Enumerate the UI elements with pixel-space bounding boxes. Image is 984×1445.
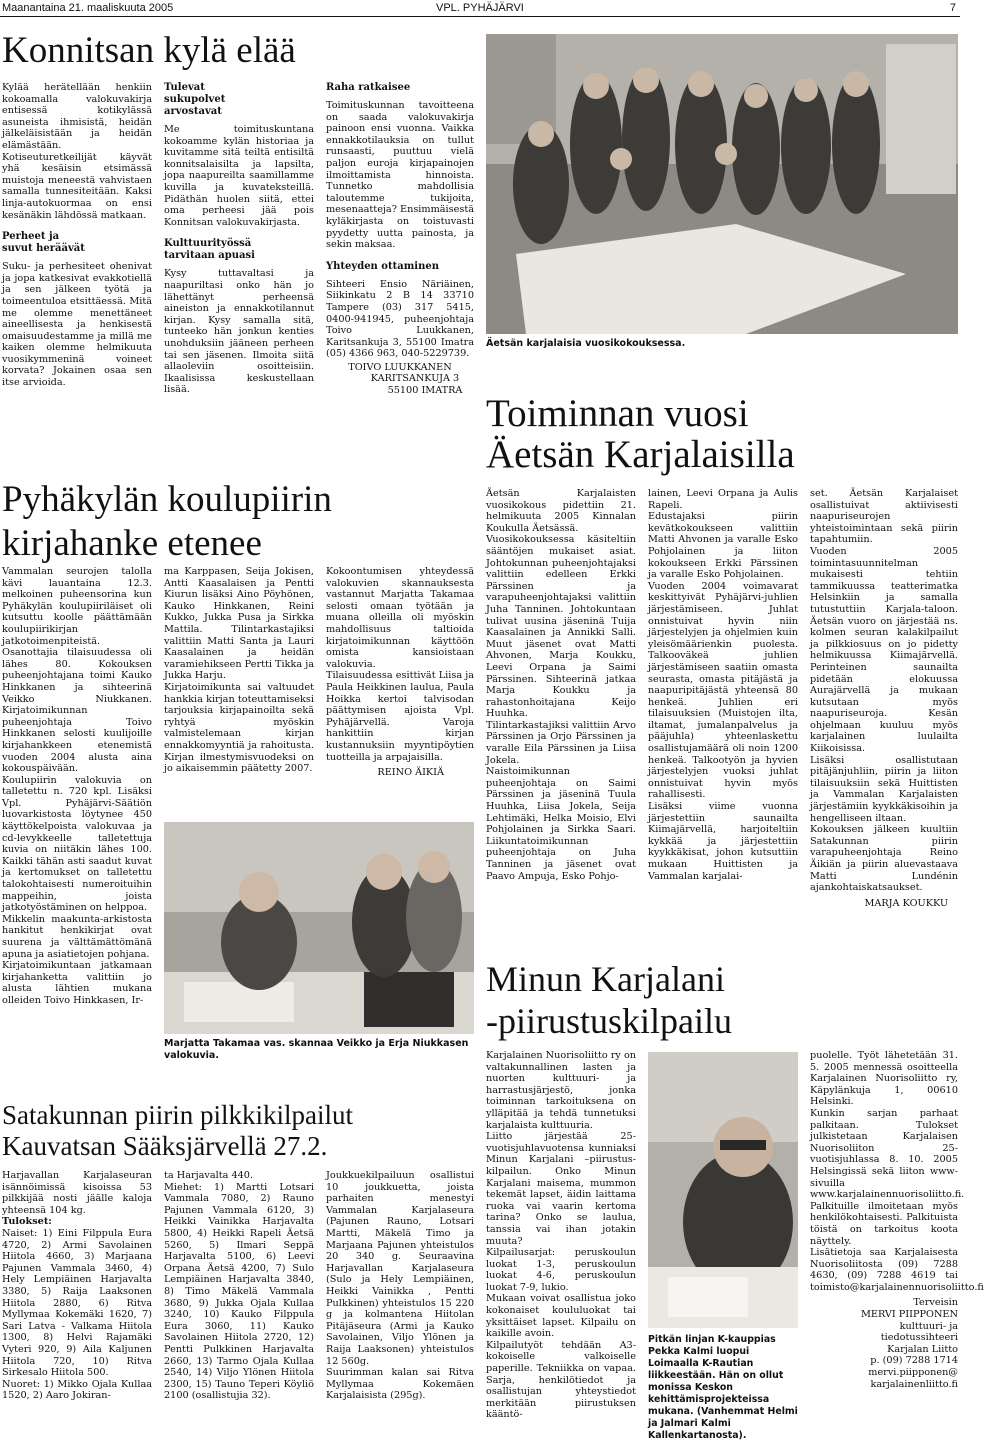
konnitsa-col2 (164, 82, 314, 442)
minun-headline-line2: -piirustuskilpailu (486, 1001, 732, 1041)
pyhakyla-headline-line1: Pyhäkylän koulupiirin (2, 479, 332, 520)
konnitsa-subhead-perheet: Perheet ja suvut heräävät (2, 231, 85, 255)
satakunta-col1 (2, 1170, 152, 1442)
satakunta-headline-line1: Satakunnan piirin pilkkikilpailut (2, 1100, 353, 1130)
pyhakyla-col2 (164, 566, 314, 816)
satakunta-results-label: Tulokset: (2, 1216, 52, 1228)
satakunta-col2 (164, 1170, 314, 1442)
group-photo-image (486, 34, 958, 334)
konnitsa-paragraph: Kysy tuttavaltasi ja naapuriltasi onko hän jo lähettänyt perheensä aineiston ja ennakkotilannut kirjan. Kysy samalla sitä, tunteeko hän jonkun kenties unohduksiin jääneen perheen tai sen jäsenen. Ilmoita siitä allaoleviin osoitteisiin. Ikaalisissa keskustellaan lisää. (164, 268, 314, 396)
portrait-photo (648, 1052, 798, 1328)
page-header (0, 0, 960, 17)
konnitsa-signature (326, 362, 474, 397)
group-photo-caption: Äetsän karjalaisia vuosikokouksessa. (486, 338, 686, 349)
konnitsa-intro: Kylää herätellään henkiin kokoamalla valokuvakirja entisessä kotikylässä asuneista ihmisistä, heidän jälkeläisistään ja heidän elämästään. Kotiseuturetkeilijät käyvät yhä kesäisin etsimässä muistoja meneestä vahvistaen samalla tunnesiteitään. Kaksi linja-autokuormaa on ensi kesänäkin lähdössä matkaan. (2, 82, 152, 221)
pyhakyla-signature: REINO ÄIKIÄ (377, 767, 444, 779)
konnitsa-subhead-raha: Raha ratkaisee (326, 82, 411, 93)
satakunta-text: Harjavallan Karjalaseuran isännöimissä kisoissa 53 pilkkijää nosti jäälle kaloja yhteensä 104 kg. (2, 1170, 152, 1216)
aetsa-signature: MARJA KOUKKU (864, 897, 948, 909)
minun-col2 (810, 1050, 984, 1442)
aetsa-headline (486, 393, 795, 475)
signature-address: KARITSANKUJA 3 (370, 373, 460, 385)
portrait-photo-caption: Pitkän linjan K-kauppias Pekka Kalmi luopui Loimaalla K-Rautian liikkeestään. Hän on ollut monissa Keskon kehittämisprojekteissa mukana. (Vanhemmat Helmi ja Jalmari Kalmi Kallenkartanosta). (648, 1334, 798, 1441)
scanning-photo-image (164, 822, 474, 1034)
aetsa-headline-line2: Äetsän Karjalaisilla (486, 433, 795, 476)
konnitsa-col3 (326, 82, 474, 442)
konnitsa-col1 (2, 82, 152, 442)
minun-text: puolelle. Työt lähetetään 31. 5. 2005 mennessä osoitteella Karjalainen Nuorisoliitto ry, Käpylänkuja 1, 00610 Helsinki. Kunkin sarjan parhaat palkitaan. Tulokset julkistetaan Karjalaisen Nuorisoliiton 25-vuotisjuhlassa 8. 10. 2005 Helsingissä sekä liiton www-sivuilla www.karjalainennuorisoliitto.fi. Palkituille ilmoitetaan myös henkilökohtaisesti. Palkituista töistä on tarkoitus koota näyttely. Lisätietoja saa Karjalaisesta Nuorisoliitosta (09) 7288 4630, (09) 7288 4619 tai toimisto@karjalainennuorisoliitto.fi (810, 1050, 984, 1293)
scanning-photo-caption: Marjatta Takamaa vas. skannaa Veikko ja Erja Niukkasen valokuvia. (164, 1038, 469, 1061)
pyhakyla-headline (2, 478, 332, 566)
aetsa-col3 (810, 488, 958, 934)
satakunta-col3 (326, 1170, 474, 1442)
minun-headline (486, 958, 732, 1042)
minun-signature: Terveisin MERVI PIIPPONEN kulttuuri- ja tiedotussihteeri Karjalan Liitto p. (09) 7288 1714 mervi.piipponen@ karjalainenliitto.fi (860, 1297, 958, 1390)
aetsa-text: Äetsän Karjalaisten vuosikokous pidettiin 21. helmikuuta 2005 Kinnalan Koukulla Äetsässä. Vuosikokouksessa käsiteltiin sääntöjen mukaiset asiat. Johtokunnan puheenjohtajaksi valittiin edelleen Erkki Pärssinen ja varapuheenjohtajaksi valittiin Juha Tanninen. Johtokuntaan tulivat uusina jäseninä Tuija Kaasalainen ja Annikki Salli. Muut jäsenet ovat Matti Ahvonen, Marja Koukku, Leevi Orpana ja Saimi Pärssinen. Sihteerinä jatkaa Marja Koukku ja rahastonhoitajana Keijo Huuhka. Tilintarkastajiksi valittiin Arvo Pärssinen ja Orjo Pärssinen ja varalle Eila Pärssinen ja Liisa Jokela. Naistoimikunnan puheenjohtaja on Saimi Pärssinen ja jäseninä Tuula Huuhka, Liisa Jokela, Seija Lehtimäki, Helka Moisio, Elvi Pohjolainen ja Sirkka Saari. Liikuntatoimikunnan puheenjohtaja on Juha Tanninen ja jäsenet ovat Paavo Ampuja, Esko Pohjo- (486, 488, 636, 882)
konnitsa-headline: Konnitsan kylä elää (2, 30, 296, 71)
signature-name: TOIVO LUUKKANEN (348, 361, 452, 373)
minun-text: Karjalainen Nuorisoliitto ry on valtakunnallinen lasten ja nuorten kulttuuri- ja harrastusjärjestö, jonka toiminnan tarkoituksena on ylläpitää ja tehdä tunnetuksi karjalaista kulttuuria. Liitto järjestää 25-vuotisjuhlavuotensa kunniaksi Minun Karjalani –piirustus-kilpailun. Onko Minun Karjalani maisema, mummon tekemät lapset, äidin laittama ruoka vai vaarin kertoma tarina? Onko se laulua, tanssia vai ihan jotakin muuta? Kilpailusarjat: peruskoulun luokat 1-3, peruskoulun luokat 4-6, peruskoulun luokat 7-9, lukio. Mukaan voivat osallistua joko kokonaiset koululuokat tai yksittäiset lapset. Kilpailu on kaikille avoin. Kilpailutyöt tehdään A3-kokoiselle valkoiselle paperille. Tekniikka on vapaa. Sarja, henkilötiedot ja osallistujan yhteystiedot merkitään piirustuksen kääntö- (486, 1050, 637, 1421)
satakunta-text: Naiset: 1) Eini Filppula Eura 4720, 2) Armi Savolainen Hiitola 4660, 3) Marjaana Pajunen Vammala 3460, 4) Hely Lempiäinen Harjavalta 3380, 5) Raija Laaksonen Hiitola 2880, 6) Ritva Myllymaa Kokemäki 1620, 7) Sari Latva - Valkama Hiitola 1300, 8) Helvi Rajamäki Vyteri 920, 9) Aila Kaljunen Hiitola 720, 10) Ritva Sirkesalo Hiitola 500. Nuoret: 1) Mikko Ojala Kullaa 1520, 2) Aaro Jokiran- (2, 1227, 152, 1402)
aetsa-text: set. Äetsän Karjalaiset osallistuivat aktiivisesti naapuriseurojen yhteistoimintaan sekä piirin tapahtumiin. Vuoden 2005 toimintasuunnitelman mukaisesti tehtiin tammikuussa teatterimatka Helsinkiin ja samalla tutustuttiin Karjala-taloon. Äetsän vuoro on järjestää ns. kolmen seuran kalakilpailut ja pilkkiosuus on jo pidetty helmikuussa Kiimajärvellä. Perinteinen saunailta pidetään elokuussa Aurajärvellä ja mukaan kutsutaan myös naapuriseuroja. Kesän ohjelmaan kuuluu myös karjalainen luulailta Kiikoisissa. Lisäksi osallistutaan pitäjänjuhliin, piirin ja liiton tilaisuuksiin sekä Huittisten ja Vammalan Karjalaisten järjestämiin kyykkäkisoihin ja hengelliseen iltaan. Kokouksen jälkeen kuultiin Satakunnan piirin varapuheenjohtaja Reino Äikiän ja piirin aluevastaava Matti Lundénin ajankohtaiskatsaukset. (810, 488, 958, 894)
konnitsa-subhead-kulttuuri: Kulttuurityössä tarvitaan apuasi (164, 238, 255, 262)
pyhakyla-col3 (326, 566, 474, 816)
konnitsa-paragraph: Me toimituskuntana kokoamme kylän historiaa ja kuvitamme sitä teiltä entisiltä konnitsalaisilta ja lapsilta, jopa naapureilta saamillamme kuvilla ja kuvateksteillä. Pidäthän huolen siitä, ettei oma perheesi jää pois Konnitsan valokuvakirjasta. (164, 124, 314, 228)
konnitsa-subhead-yhteyden: Yhteyden ottaminen (326, 260, 439, 272)
scanning-photo (164, 822, 474, 1034)
signature-city: 55100 IMATRA (387, 385, 463, 397)
pyhakyla-text: Vammalan seurojen talolla kävi lauantaina 12.3. melkoinen puheensorina kun Pyhäkylän koulupiiriläiset oli kutsuttu koolle päättämään koulupiirikirjan jatkotoimenpiteistä. Osanottajia tilaisuudessa oli lähes 80. Kokouksen puheenjohtajana toimi Kauko Hinkkanen ja sihteerinä Veikko Niukkanen. Kirjatoimikunnan puheenjohtaja Toivo Hinkkanen selosti kuulijoille kirjahankkeen etenemistä vuoden 2004 alusta aina kokouspäivään. Koulupiirin valokuvia on talletettu n. 720 kpl. Lisäksi Vpl. Pyhäjärvi-Säätiön luovarkistosta löytynee 450 käyttökelpoista valokuvaa ja cd-levykkeelle talletettuja kuvia on niitäkin lähes 100. Kaikki tähän asti saadut kuvat ja kertomukset on talletettu talokohtaisesti numeroituihin mappeihin, joista jatkotyöstäminen on helppoa. Mikkelin maakunta-arkistosta hankitut henkikirjat ovat suurena ja välttämättömänä apuna ja asiatietojen pohjana. Kirjatoimikuntaan jatkamaan kirjahanketta valittiin jo alusta lähtien mukana olleiden Toivo Hinkkasen, Ir- (2, 566, 152, 1006)
satakunta-text: ta Harjavalta 440. Miehet: 1) Martti Lotsari Vammala 7080, 2) Rauno Pajunen Vammala 6120, 3) Heikki Vainikka Harjavalta 5800, 4) Heikki Rapeli Äetsä 5260, 5) Ilmari Seppä Harjavalta 5100, 6) Leevi Orpana Äetsä 4200, 7) Sulo Lempiäinen Harjavalta 3840, 8) Timo Mäkelä Vammala 3680, 9) Jukka Ojala Kullaa 3240, 10) Kauko Filppula Eura 3060, 11) Kauko Savolainen Hiitola 2720, 12) Pentti Pulkkinen Harjavalta 2660, 13) Tarmo Ojala Kullaa 2540, 14) Viljo Ylönen Hiitola 2300, 15) Tauno Teperi Köyliö 2100 (osallistujia 32). (164, 1170, 314, 1402)
pyhakyla-text: Kokoontumisen yhteydessä valokuvien skannauksesta vastannut Marjatta Takamaa selosti omaan työtään ja muana olleilla oli myöskin mahdollisuus taltioida kirjatoimikunnan käyttöön omista kansioistaan valokuvia. Tilaisuudessa esittivät Liisa ja Paula Heikkinen laulua, Paula Hoikka kertoi talvisodan päättymisen ajoista Vpl. Pyhäjärvellä. Varoja hankittiin kirjan kustannuksiin myyntipöytien tuotteilla ja arpajaisilla. (326, 566, 474, 763)
pyhakyla-text: ma Karppasen, Seija Jokisen, Antti Kaasalaisen ja Pentti Kiurun lisäksi Aino Pöyhönen, Kauko Hinkkanen, Reini Kukko, Jukka Pusa ja Sirkka Mattila. Tilintarkastajiksi valittiin Matti Santa ja Lauri Kaasalainen ja heidän varamiehikseen Pertti Tikka ja Jukka Harju. Kirjatoimikunta sai valtuudet hankkia kirjan toteuttamiseksi tarjouksia kirjapainoilta sekä ryhtyä myöskin valmistelemaan kirjan ennakkomyyntiä ja rahoitusta. Kirjan ilmestymisvuodeksi on jo aikaisemmin päätetty 2007. (164, 566, 314, 775)
header-section: VPL. PYHÄJÄRVI (436, 2, 524, 14)
minun-headline-line1: Minun Karjalani (486, 959, 725, 999)
aetsa-text: lainen, Leevi Orpana ja Aulis Rapeli. Edustajaksi piirin kevätkokoukseen valittiin Matti Ahvonen ja varalle Esko Pohjolainen ja liiton kokoukseen Erkki Pärssinen ja varalle Esko Pohjolainen. Vuoden 2004 voimavarat keskittyivät Pyhäjärvi-juhlien järjestämiseen. Juhlat onnistuivat hyvin niin järjestelyjen ja ohjelmien kuin yleisömäärienkin puolesta. Talkooväkeä juhlien järjestämiseen saatiin omasta seurasta, omasta pitäjästä ja naapuripitäjästä yhteensä 80 henkeä. Juhlien eri tilaisuuksien (Muistojen ilta, iltamat, jumalanpalvelus ja pääjuhla) yhteenlaskettu osallistujamäärä oli noin 1200 henkeä. Talkootyön ja hyvien järjestelyjen vuoksi juhlat onnistuivat hyvin myös rahallisesti. Lisäksi viime vuonna järjestettiin saunailta Kiimajärvellä, harjoiteltiin kykkää ja järjestettiin kyykkäkisat, johon kutsuttiin mukaan Huittisten ja Vammalan karjalai- (648, 488, 798, 882)
group-photo (486, 34, 958, 334)
konnitsa-paragraph: Toimituskunnan tavoitteena on saada valokuvakirja painoon ensi vuonna. Vaikka ennakkotilauksia on tullut runsaasti, puuttuu vielä paljon euroja kirjapainojen ilmoittamista hinnoista. Tunnetko mahdollisia taloutemme tukijoita, mesenaatteja? Ensimmäisestä kyläkirjasta on toistuvasti pyydetty uutta painosta, ja sekin maksaa. (326, 100, 474, 251)
aetsa-headline-line1: Toiminnan vuosi (486, 392, 749, 435)
header-date: Maanantaina 21. maaliskuuta 2005 (2, 2, 174, 14)
portrait-photo-image (648, 1052, 798, 1328)
satakunta-headline (2, 1100, 353, 1162)
satakunta-text: Joukkuekilpailuun osallistui 10 joukkuetta, joista parhaiten menestyi Vammalan Karjalaseura (Pajunen Rauno, Lotsari Martti, Mäkelä Timo ja Marjaana Pajunen yhteistulos 20 340 g. Seuraavina Harjavallan Karjalaseura (Sulo ja Hely Lempiäinen, Heikki Vainikka , Pentti Pulkkinen) yhteistulos 15 220 g ja kolmantena Hiitolan Pitäjäseura (Armi ja Kauko Savolainen, Viljo Ylönen ja Raija Laaksonen) yhteistulos 12 560g. Suurimman kalan sai Ritva Myllymaa Kokemäen Karjalaisista (295g). (326, 1170, 474, 1402)
pyhakyla-col1 (2, 566, 152, 1074)
konnitsa-paragraph: Suku- ja perhesiteet ohenivat ja jopa katkesivat evakkotiellä ja sen jälkeen työtä ja toimeentuloa etsittäessä. Mitä me olemme menettäneet aineellisesta ja henkisestä omaisuudestamme ja millä me kaiken olemme helmikuuta vuosikymmeninä voineet korvata? Jokainen osaa sen itse arvioida. (2, 261, 152, 389)
minun-col1 (486, 1050, 636, 1442)
konnitsa-contact: Sihteeri Ensio Näriäinen, Siikinkatu 2 B 14 33710 Tampere (03) 317 5415, 0400-941945, puheenjohtaja Toivo Luukkanen, Karitsankuja 3, 55100 Imatra (05) 4366 963, 040-5229739. (326, 278, 474, 360)
header-page-number: 7 (949, 2, 956, 14)
konnitsa-subhead-tulevat: Tulevat sukupolvet arvostavat (164, 82, 226, 117)
satakunta-headline-line2: Kauvatsan Sääksjärvellä 27.2. (2, 1131, 328, 1161)
pyhakyla-headline-line2: kirjahanke etenee (2, 523, 262, 564)
aetsa-col2 (648, 488, 798, 934)
aetsa-col1 (486, 488, 636, 934)
